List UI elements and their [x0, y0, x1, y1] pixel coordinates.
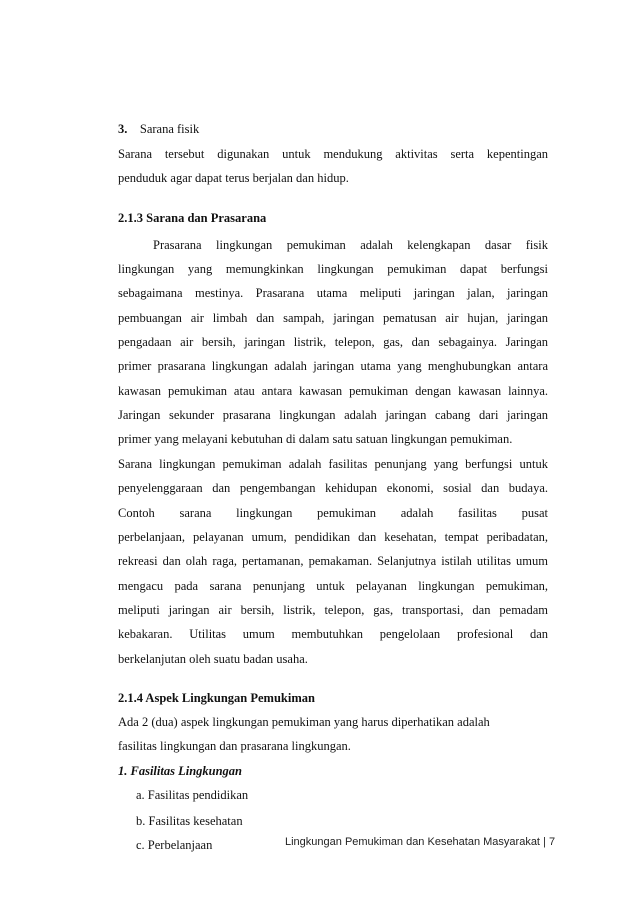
paragraph-line: perbelanjaan, pelayanan umum, pendidikan dan kesehatan, tempat peribadatan, [118, 530, 548, 544]
paragraph-line: Contoh sarana lingkungan pemukiman adalah fasilitas pusat [118, 506, 548, 520]
paragraph-line: primer prasarana lingkungan adalah jaringan utama yang menghubungkan antara [118, 359, 548, 373]
paragraph-line: pengadaan air bersih, jaringan listrik, telepon, gas, dan sebagainya. Jaringan [118, 335, 548, 349]
paragraph-line: berkelanjutan oleh suatu badan usaha. [118, 652, 308, 666]
paragraph-line: rekreasi dan olah raga, pertamanan, pemakaman. Selanjutnya istilah utilitas umum [118, 554, 548, 568]
paragraph-line: Prasarana lingkungan pemukiman adalah kelengkapan dasar fisik [153, 238, 548, 252]
list-item: a. Fasilitas pendidikan [136, 788, 249, 802]
paragraph-line: Jaringan sekunder prasarana lingkungan adalah jaringan cabang dari jaringan [118, 408, 548, 422]
paragraph-line: mengacu pada sarana penunjang untuk pelayanan lingkungan pemukiman, [118, 579, 548, 593]
paragraph-line: kawasan pemukiman atau antara kawasan pemukiman dengan kawasan lainnya. [118, 384, 548, 398]
paragraph-line: Sarana lingkungan pemukiman adalah fasilitas penunjang yang berfungsi untuk [118, 457, 548, 471]
paragraph-line: meliputi jaringan air bersih, listrik, telepon, gas, transportasi, dan pemadam [118, 603, 548, 617]
paragraph-line: fasilitas lingkungan dan prasarana lingkungan. [118, 739, 351, 753]
section-heading: 2.1.4 Aspek Lingkungan Pemukiman [118, 691, 315, 705]
paragraph-line: penyelenggaraan dan pengembangan kehidupan ekonomi, sosial dan budaya. [118, 481, 548, 495]
paragraph-line: sebagaimana mestinya. Prasarana utama meliputi jaringan jalan, jaringan [118, 286, 548, 300]
paragraph-line: kebakaran. Utilitas umum membutuhkan pengelolaan profesional dan [118, 627, 548, 641]
list-item: c. Perbelanjaan [136, 838, 213, 852]
paragraph-line: Ada 2 (dua) aspek lingkungan pemukiman yang harus diperhatikan adalah [118, 715, 490, 729]
paragraph-line: pembuangan air limbah dan sampah, jaringan pematusan air hujan, jaringan [118, 311, 548, 325]
section-heading: 2.1.3 Sarana dan Prasarana [118, 211, 267, 225]
paragraph-line: lingkungan yang memungkinkan lingkungan pemukiman dapat berfungsi [118, 262, 548, 276]
section-number: 3. [118, 122, 128, 136]
paragraph-line: penduduk agar dapat terus berjalan dan hidup. [118, 171, 349, 185]
paragraph-line: Sarana tersebut digunakan untuk mendukung aktivitas serta kepentingan [118, 147, 548, 161]
list-heading-sarana-fisik [118, 121, 548, 137]
list-heading: 1. Fasilitas Lingkungan [118, 764, 242, 778]
paragraph-line: primer yang melayani kebutuhan di dalam satu satuan lingkungan pemukiman. [118, 432, 513, 446]
page-footer: Lingkungan Pemukiman dan Kesehatan Masyarakat | 7 [285, 836, 556, 848]
list-item: b. Fasilitas kesehatan [136, 814, 243, 828]
section-title: Sarana fisik [139, 122, 200, 136]
